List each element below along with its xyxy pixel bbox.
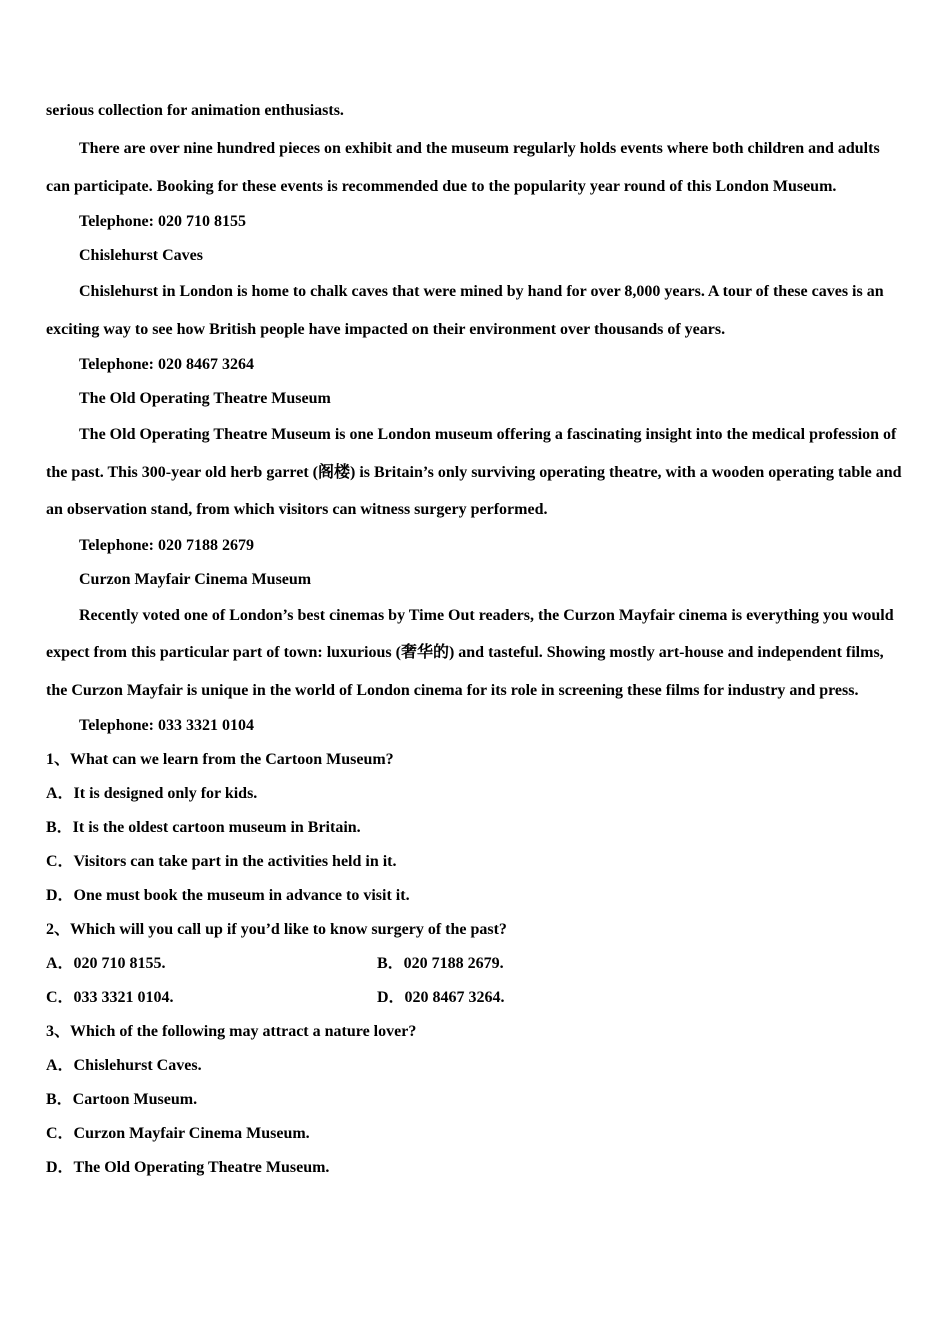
cinema-body: Recently voted one of London’s best cinemas by Time Out readers, the Curzon Mayfair cinema is everything you would expect from this particular part of town: luxurious (奢华的) and tasteful. Showing mostly art-house and independent films, the Curzon Mayfair is unique in the world of London cinema for its role in screening these films for industry and press. bbox=[46, 606, 894, 699]
question-2-option-a: A．020 710 8155. bbox=[46, 955, 166, 972]
question-3-option-a: A．Chislehurst Caves. bbox=[46, 1057, 202, 1074]
question-3-option-c: C．Curzon Mayfair Cinema Museum. bbox=[46, 1125, 310, 1142]
question-2-option-b: B．020 7188 2679. bbox=[377, 955, 504, 972]
theatre-title: The Old Operating Theatre Museum bbox=[79, 390, 331, 407]
caves-phone: Telephone: 020 8467 3264 bbox=[79, 356, 254, 373]
intro-tail: serious collection for animation enthusiasts. bbox=[46, 102, 344, 119]
cartoon-phone: Telephone: 020 710 8155 bbox=[79, 213, 246, 230]
theatre-phone: Telephone: 020 7188 2679 bbox=[79, 536, 254, 554]
question-1-stem: 1、What can we learn from the Cartoon Museum? bbox=[46, 751, 394, 768]
question-1-option-b: B．It is the oldest cartoon museum in Britain. bbox=[46, 819, 361, 836]
question-2-option-d: D．020 8467 3264. bbox=[377, 989, 505, 1006]
question-1-option-c: C．Visitors can take part in the activities held in it. bbox=[46, 853, 397, 870]
cinema-title: Curzon Mayfair Cinema Museum bbox=[79, 570, 312, 588]
cinema-phone: Telephone: 033 3321 0104 bbox=[79, 717, 254, 734]
question-3-stem: 3、Which of the following may attract a nature lover? bbox=[46, 1023, 417, 1040]
question-2-option-c: C．033 3321 0104. bbox=[46, 989, 174, 1006]
question-1-option-a: A．It is designed only for kids. bbox=[46, 785, 258, 802]
question-2-options-row-2 bbox=[46, 981, 904, 1015]
question-3-option-d: D．The Old Operating Theatre Museum. bbox=[46, 1159, 330, 1176]
question-2-options-row-1 bbox=[46, 947, 904, 981]
cartoon-body: There are over nine hundred pieces on exhibit and the museum regularly holds events where both children and adults can participate. Booking for these events is recommended due to the popularity year round of this London Museum. bbox=[46, 140, 880, 195]
caves-title: Chislehurst Caves bbox=[79, 247, 204, 264]
document-page bbox=[46, 96, 904, 1185]
question-1-option-d: D．One must book the museum in advance to visit it. bbox=[46, 887, 410, 904]
question-2-stem: 2、Which will you call up if you’d like to know surgery of the past? bbox=[46, 921, 507, 938]
theatre-body: The Old Operating Theatre Museum is one London museum offering a fascinating insight into the medical profession of the past. This 300-year old herb garret (阁楼) is Britain’s only surviving operating theatre, with a wooden operating table and an observation stand, from which visitors can witness surgery performed. bbox=[46, 426, 902, 518]
caves-body: Chislehurst in London is home to chalk caves that were mined by hand for over 8,000 years. A tour of these caves is an exciting way to see how British people have impacted on their environment over thousands of years. bbox=[46, 283, 884, 338]
question-3-option-b: B．Cartoon Museum. bbox=[46, 1091, 198, 1108]
